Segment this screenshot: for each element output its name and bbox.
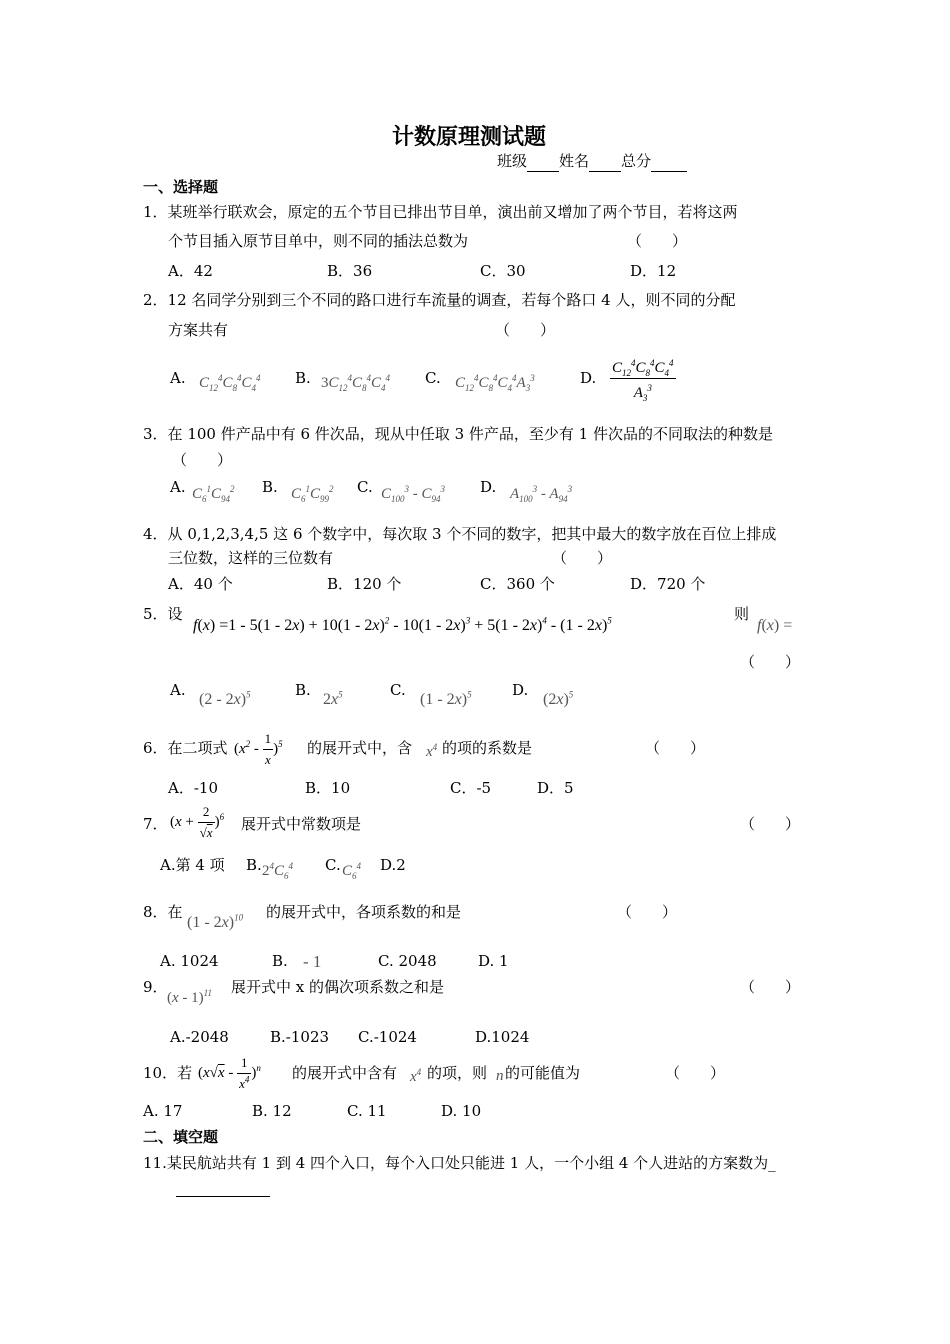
q4-line1: 从 0,1,2,3,4,5 这 6 个数字中，每次取 3 个不同的数字，把其中最大的数字放在百位上排成 bbox=[167, 525, 777, 543]
q10-option-c: C. 11 bbox=[347, 1102, 387, 1120]
q7-option-d: D.2 bbox=[380, 856, 406, 874]
q5-formula-c: (1 - 2x)$^5$ bbox=[420, 689, 472, 708]
q3-option-a: A. bbox=[170, 478, 186, 496]
q7-option-b: B. bbox=[246, 856, 262, 874]
q10-option-a: A. 17 bbox=[143, 1102, 183, 1120]
q6-mid: 的展开式中，含 bbox=[307, 739, 413, 757]
q10-answer-paren: （ ） bbox=[665, 1064, 726, 1082]
header-fields bbox=[497, 151, 687, 172]
q2-formula-b: $3C_{12}^4C_8^4C_4^4$ bbox=[321, 373, 391, 393]
q11-answer-blank[interactable] bbox=[176, 1196, 270, 1197]
q9-tail: 展开式中 x 的偶次项系数之和是 bbox=[231, 978, 444, 996]
q1-answer-paren: （ ） bbox=[627, 232, 688, 250]
q8-option-d: D. 1 bbox=[478, 952, 509, 970]
q5-fx: f(x) = bbox=[757, 617, 793, 634]
q10-formula: (x√x - $\frac{1}{x^4}$ )$^n$ bbox=[198, 1055, 261, 1091]
name-blank[interactable] bbox=[589, 151, 621, 172]
q9-option-b: B.-1023 bbox=[270, 1028, 330, 1046]
name-label: 姓名 bbox=[559, 152, 590, 170]
q7-formula-b: $2^4C_6^4$ bbox=[262, 861, 294, 881]
q1-option-c: C．30 bbox=[480, 262, 526, 280]
section-heading-choice: 一、选择题 bbox=[143, 178, 219, 196]
q9-option-c: C.-1024 bbox=[358, 1028, 417, 1046]
q3-formula-d: $A_{100}^3 - A_{94}^3$ bbox=[510, 484, 573, 504]
q2-formula-d: $\frac{C_{12}^4C_8^4C_4^4}{A_3^3}$ bbox=[612, 358, 674, 403]
q9-answer-paren: （ ） bbox=[740, 978, 801, 996]
q1-option-a: A．42 bbox=[168, 262, 213, 280]
q2-option-b: B. bbox=[295, 369, 311, 387]
q4-number: 4． bbox=[143, 525, 168, 543]
q7-tail: 展开式中常数项是 bbox=[241, 815, 362, 833]
class-label: 班级 bbox=[497, 152, 528, 170]
q6-tail: 的项的系数是 bbox=[442, 739, 533, 757]
q7-formula: (x + $\frac{2}{√x}$ )$^6$ bbox=[170, 804, 225, 840]
q3-option-c: C. bbox=[357, 478, 373, 496]
q5-option-c: C. bbox=[390, 681, 406, 699]
q7-formula-c: $C_6^4$ bbox=[342, 861, 362, 881]
page-title: 计数原理测试题 bbox=[392, 124, 547, 150]
q2-formula-c: $C_{12}^4C_8^4C_4^4A_3^3$ bbox=[455, 373, 535, 393]
q6-option-b: B．10 bbox=[305, 779, 351, 797]
q2-answer-paren: （ ） bbox=[495, 321, 556, 339]
q1-number: 1． bbox=[143, 203, 168, 221]
q11-line1: 某民航站共有 1 到 4 四个入口，每个入口处只能进 1 人，一个小组 4 个人进站的方案数为_ bbox=[166, 1154, 776, 1172]
q6-option-c: C．-5 bbox=[450, 779, 492, 797]
q11-number: 11. bbox=[143, 1154, 167, 1172]
q5-option-a: A. bbox=[170, 681, 186, 699]
q10-option-d: D. 10 bbox=[441, 1102, 482, 1120]
q6-number: 6． bbox=[143, 739, 168, 757]
q1-line2: 个节目插入原节目单中，则不同的插法总数为 bbox=[168, 232, 469, 250]
q3-stem bbox=[143, 424, 773, 444]
q7-answer-paren: （ ） bbox=[740, 815, 801, 833]
section-heading-fill: 二、填空题 bbox=[143, 1128, 219, 1146]
q4-option-d: D．720 个 bbox=[630, 575, 706, 593]
q10-x4: $x^4$ bbox=[410, 1067, 422, 1085]
q1-option-b: B．36 bbox=[327, 262, 373, 280]
q1-option-d: D．12 bbox=[630, 262, 677, 280]
q10-option-b: B. 12 bbox=[252, 1102, 292, 1120]
q8-formula-b: - 1 bbox=[303, 952, 322, 971]
q4-option-b: B．120 个 bbox=[327, 575, 402, 593]
q5-option-b: B. bbox=[295, 681, 311, 699]
q1-stem bbox=[143, 202, 738, 222]
q2-formula-a: $C_{12}^4C_8^4C_4^4$ bbox=[199, 373, 261, 393]
q6-x4: $x^4$ bbox=[426, 742, 438, 760]
q8-formula: (1 - 2x)$^{10}$ bbox=[187, 912, 244, 931]
q10-stem-lead bbox=[143, 1063, 192, 1083]
q2-option-c: C. bbox=[425, 369, 441, 387]
q8-lead: 在 bbox=[167, 903, 183, 921]
q5-stem bbox=[143, 604, 183, 624]
score-label: 总分 bbox=[621, 152, 652, 170]
score-blank[interactable] bbox=[651, 151, 687, 172]
q10-lead: 若 bbox=[177, 1064, 193, 1082]
q2-line2: 方案共有 bbox=[168, 321, 229, 339]
q10-tail2: 的可能值为 bbox=[505, 1064, 581, 1082]
q5-option-d: D. bbox=[512, 681, 529, 699]
q8-option-a: A. 1024 bbox=[160, 952, 219, 970]
q6-formula: ($x^2$ - $\frac{1}{x}$ )$^5$ bbox=[234, 731, 283, 767]
q4-stem bbox=[143, 524, 776, 544]
q2-number: 2． bbox=[143, 291, 168, 309]
q8-tail: 的展开式中，各项系数的和是 bbox=[266, 903, 462, 921]
q9-formula: (x - 1)$^{11}$ bbox=[167, 988, 213, 1006]
q5-formula-d: $(2x)^5$ bbox=[543, 689, 574, 708]
q2-option-a: A. bbox=[170, 369, 186, 387]
q9-number: 9． bbox=[143, 978, 168, 996]
q9-option-a: A.-2048 bbox=[170, 1028, 229, 1046]
q3-line1: 在 100 件产品中有 6 件次品，现从中任取 3 件产品，至少有 1 件次品的不同取法的种数是 bbox=[167, 425, 773, 443]
class-blank[interactable] bbox=[527, 151, 559, 172]
q4-line2: 三位数，这样的三位数有 bbox=[168, 549, 334, 567]
q5-number: 5． bbox=[143, 605, 168, 623]
q2-line1: 12 名同学分别到三个不同的路口进行车流量的调查，若每个路口 4 人，则不同的分配 bbox=[167, 291, 736, 309]
q8-number: 8． bbox=[143, 903, 168, 921]
q11-stem bbox=[143, 1153, 776, 1173]
q6-answer-paren: （ ） bbox=[645, 739, 706, 757]
q6-lead: 在二项式 bbox=[167, 739, 228, 757]
q7-option-c: C. bbox=[325, 856, 341, 874]
q8-option-c: C. 2048 bbox=[378, 952, 437, 970]
q5-answer-paren: （ ） bbox=[740, 653, 801, 671]
q1-line1: 某班举行联欢会，原定的五个节目已排出节目单，演出前又增加了两个节目，若将这两 bbox=[167, 203, 738, 221]
q6-option-a: A．-10 bbox=[168, 779, 218, 797]
q8-answer-paren: （ ） bbox=[617, 903, 678, 921]
q3-answer-paren: （ ） bbox=[172, 451, 233, 469]
q4-answer-paren: （ ） bbox=[552, 549, 613, 567]
q5-formula-b: $2x^5$ bbox=[323, 689, 343, 708]
q5-formula-a: (2 - 2x)$^5$ bbox=[199, 689, 251, 708]
q8-stem-lead bbox=[143, 902, 183, 922]
q8-option-b: B. bbox=[272, 952, 288, 970]
q10-mid: 的展开式中含有 bbox=[292, 1064, 398, 1082]
q5-formula: f(x) =1 - 5(1 - 2x) + 10(1 - 2x)$^2$ - 10(1 - 2x)$^3$ + 5(1 - 2x)$^4$ - (1 - 2x)$^5$ bbox=[193, 615, 612, 634]
q10-n: n bbox=[496, 1068, 504, 1084]
q7-option-a: A.第 4 项 bbox=[160, 856, 225, 874]
q4-option-c: C．360 个 bbox=[480, 575, 555, 593]
q4-option-a: A．40 个 bbox=[168, 575, 233, 593]
q3-formula-c: $C_{100}^3 - C_{94}^3$ bbox=[381, 484, 446, 504]
q3-option-b: B. bbox=[262, 478, 278, 496]
q3-formula-b: $C_6^1C_{99}^2$ bbox=[291, 484, 334, 504]
q7-number: 7． bbox=[143, 815, 168, 833]
q5-then: 则 bbox=[734, 605, 750, 623]
q10-number: 10． bbox=[143, 1064, 178, 1082]
q2-stem bbox=[143, 290, 736, 310]
q6-stem-lead bbox=[143, 738, 228, 758]
q10-tail: 的项，则 bbox=[427, 1064, 488, 1082]
q5-lead: 设 bbox=[167, 605, 183, 623]
q3-formula-a: $C_6^1C_{94}^2$ bbox=[192, 484, 235, 504]
q6-option-d: D．5 bbox=[537, 779, 574, 797]
q3-option-d: D. bbox=[480, 478, 497, 496]
q2-option-d: D. bbox=[580, 369, 597, 387]
q9-option-d: D.1024 bbox=[475, 1028, 530, 1046]
q3-number: 3． bbox=[143, 425, 168, 443]
